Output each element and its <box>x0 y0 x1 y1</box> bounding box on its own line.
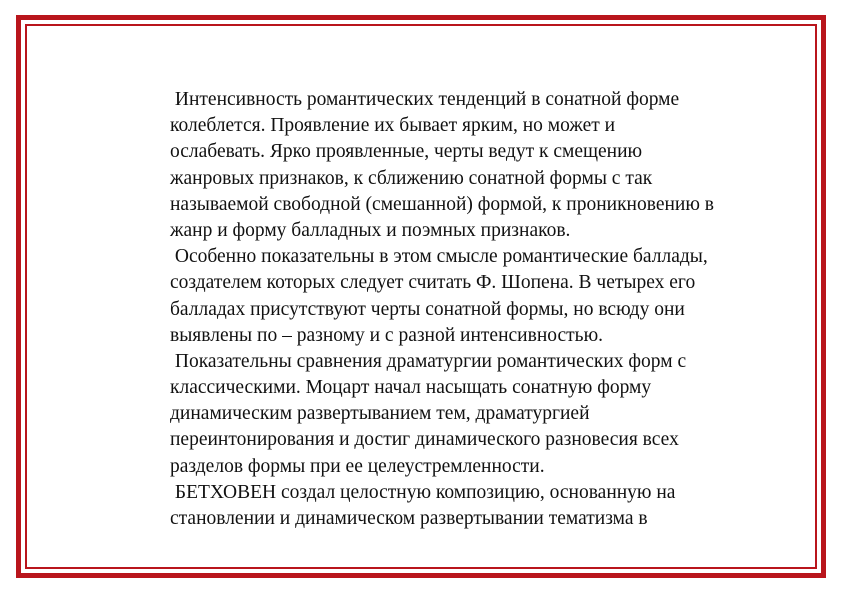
text-line: выявлены по – разному и с разной интенсивностью. <box>170 324 604 346</box>
text-line: переинтонирования и достиг динамического разновесия всех <box>170 429 679 451</box>
text-line: Интенсивность романтических тенденций в сонатной форме <box>170 89 680 110</box>
text-line: динамическим развертыванием тем, драматургией <box>170 403 590 425</box>
text-line: Особенно показательны в этом смысле романтические баллады, <box>170 246 708 268</box>
text-line: Показательны сравнения драматургии романтических форм с <box>170 350 687 372</box>
text-line: жанр и форму балладных и поэмных признаков. <box>170 219 571 241</box>
text-line: становлении и динамическом развертывании тематизма в <box>170 508 648 529</box>
text-line: БЕТХОВЕН создал целостную композицию, основанную на <box>170 481 676 503</box>
text-line: колеблется. Проявление их бывает ярким, но может и <box>170 115 616 137</box>
text-line: называемой свободной (смешанной) формой, к проникновению в <box>170 193 715 215</box>
text-line: ослабевать. Ярко проявленные, черты ведут к смещению <box>170 141 643 163</box>
text-line: разделов формы при ее целеустремленности. <box>170 455 545 477</box>
text-line: балладах присутствуют черты сонатной формы, но всюду они <box>170 298 685 320</box>
text-line: классическими. Моцарт начал насыщать сонатную форму <box>170 377 652 399</box>
text-line: жанровых признаков, к сближению сонатной формы с так <box>170 167 653 189</box>
slide-body-text <box>170 87 790 532</box>
text-line: создателем которых следует считать Ф. Шопена. В четырех его <box>170 272 696 294</box>
